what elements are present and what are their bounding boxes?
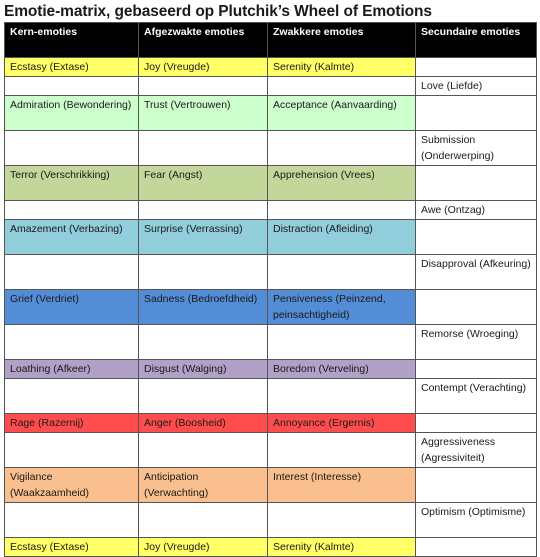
secondary-empty-cell	[416, 290, 537, 325]
header-row	[5, 23, 537, 58]
empty-cell	[268, 503, 416, 538]
empty-cell	[268, 77, 416, 96]
empty-cell	[5, 255, 139, 290]
empty-cell	[139, 201, 268, 220]
secondary-emotion-cell: Aggressiveness (Agressiviteit)	[416, 433, 537, 468]
core-emotion-cell: Amazement (Verbazing)	[5, 220, 139, 255]
empty-cell	[139, 433, 268, 468]
secondary-emotion-cell: Optimism (Optimisme)	[416, 503, 537, 538]
header-core: Kern-emoties	[5, 23, 139, 58]
attenuated-emotion-cell: Joy (Vreugde)	[139, 538, 268, 557]
attenuated-emotion-cell: Joy (Vreugde)	[139, 58, 268, 77]
empty-cell	[5, 201, 139, 220]
secondary-row	[5, 131, 537, 166]
header-secondary: Secundaire emoties	[416, 23, 537, 58]
attenuated-emotion-cell: Fear (Angst)	[139, 166, 268, 201]
core-emotion-cell: Grief (Verdriet)	[5, 290, 139, 325]
secondary-empty-cell	[416, 360, 537, 379]
page-title: Emotie-matrix, gebaseerd op Plutchik’s Wheel of Emotions	[4, 3, 432, 20]
secondary-empty-cell	[416, 58, 537, 77]
emotion-matrix-table	[4, 22, 537, 557]
secondary-row	[5, 255, 537, 290]
empty-cell	[5, 131, 139, 166]
header-weaker: Zwakkere emoties	[268, 23, 416, 58]
secondary-row	[5, 77, 537, 96]
secondary-emotion-cell: Love (Liefde)	[416, 77, 537, 96]
empty-cell	[268, 433, 416, 468]
secondary-emotion-cell: Submission (Onderwerping)	[416, 131, 537, 166]
core-emotion-cell: Rage (Razernij)	[5, 414, 139, 433]
weaker-emotion-cell: Annoyance (Ergernis)	[268, 414, 416, 433]
secondary-emotion-cell: Remorse (Wroeging)	[416, 325, 537, 360]
empty-cell	[139, 77, 268, 96]
empty-cell	[268, 255, 416, 290]
emotion-row	[5, 58, 537, 77]
secondary-row	[5, 379, 537, 414]
weaker-emotion-cell: Distraction (Afleiding)	[268, 220, 416, 255]
empty-cell	[139, 255, 268, 290]
weaker-emotion-cell: Acceptance (Aanvaarding)	[268, 96, 416, 131]
empty-cell	[5, 503, 139, 538]
secondary-emotion-cell: Contempt (Verachting)	[416, 379, 537, 414]
secondary-empty-cell	[416, 96, 537, 131]
empty-cell	[139, 131, 268, 166]
empty-cell	[268, 201, 416, 220]
attenuated-emotion-cell: Disgust (Walging)	[139, 360, 268, 379]
emotion-row	[5, 220, 537, 255]
weaker-emotion-cell: Interest (Interesse)	[268, 468, 416, 503]
secondary-emotion-cell: Awe (Ontzag)	[416, 201, 537, 220]
secondary-row	[5, 433, 537, 468]
core-emotion-cell: Terror (Verschrikking)	[5, 166, 139, 201]
secondary-row	[5, 503, 537, 538]
secondary-empty-cell	[416, 220, 537, 255]
attenuated-emotion-cell: Surprise (Verrassing)	[139, 220, 268, 255]
empty-cell	[139, 325, 268, 360]
emotion-row	[5, 96, 537, 131]
core-emotion-cell: Ecstasy (Extase)	[5, 538, 139, 557]
secondary-empty-cell	[416, 538, 537, 557]
empty-cell	[139, 503, 268, 538]
matrix-body	[5, 58, 537, 557]
attenuated-emotion-cell: Anger (Boosheid)	[139, 414, 268, 433]
empty-cell	[5, 379, 139, 414]
empty-cell	[268, 325, 416, 360]
emotion-row	[5, 468, 537, 503]
weaker-emotion-cell: Pensiveness (Peinzend, peinsachtigheid)	[268, 290, 416, 325]
secondary-row	[5, 201, 537, 220]
weaker-emotion-cell: Boredom (Verveling)	[268, 360, 416, 379]
emotion-row	[5, 414, 537, 433]
empty-cell	[5, 325, 139, 360]
emotion-row	[5, 166, 537, 201]
empty-cell	[268, 379, 416, 414]
core-emotion-cell: Loathing (Afkeer)	[5, 360, 139, 379]
empty-cell	[5, 433, 139, 468]
core-emotion-cell: Vigilance (Waakzaamheid)	[5, 468, 139, 503]
secondary-empty-cell	[416, 414, 537, 433]
empty-cell	[5, 77, 139, 96]
secondary-emotion-cell: Disapproval (Afkeuring)	[416, 255, 537, 290]
emotion-row	[5, 290, 537, 325]
attenuated-emotion-cell: Trust (Vertrouwen)	[139, 96, 268, 131]
empty-cell	[268, 131, 416, 166]
core-emotion-cell: Ecstasy (Extase)	[5, 58, 139, 77]
weaker-emotion-cell: Serenity (Kalmte)	[268, 58, 416, 77]
emotion-row	[5, 538, 537, 557]
secondary-row	[5, 325, 537, 360]
secondary-empty-cell	[416, 166, 537, 201]
header-attenuated: Afgezwakte emoties	[139, 23, 268, 58]
attenuated-emotion-cell: Anticipation (Verwachting)	[139, 468, 268, 503]
core-emotion-cell: Admiration (Bewondering)	[5, 96, 139, 131]
weaker-emotion-cell: Apprehension (Vrees)	[268, 166, 416, 201]
empty-cell	[139, 379, 268, 414]
attenuated-emotion-cell: Sadness (Bedroefdheid)	[139, 290, 268, 325]
secondary-empty-cell	[416, 468, 537, 503]
weaker-emotion-cell: Serenity (Kalmte)	[268, 538, 416, 557]
emotion-row	[5, 360, 537, 379]
